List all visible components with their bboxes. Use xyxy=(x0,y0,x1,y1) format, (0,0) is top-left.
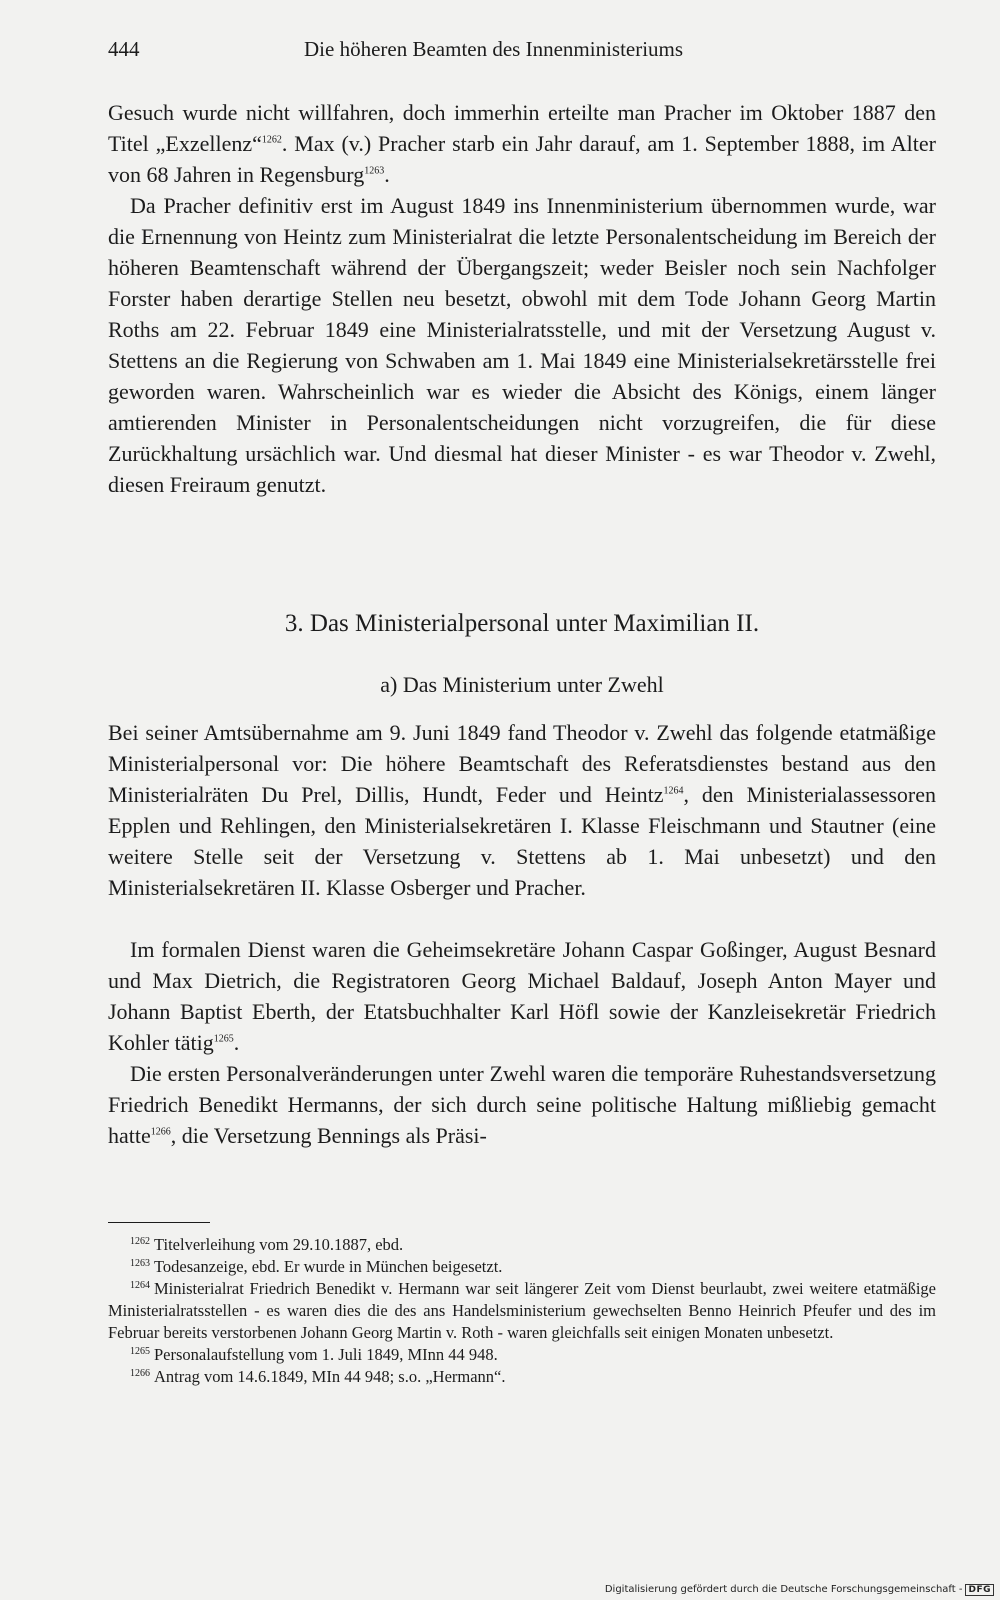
footnote-ref-1265[interactable]: 1265 xyxy=(213,1033,234,1045)
dfg-logo: DFG xyxy=(965,1584,994,1596)
subsection-heading: a) Das Ministerium unter Zwehl xyxy=(380,672,664,697)
paragraph-5: Die ersten Personalveränderungen unter Zwehl waren die temporäre Ruhestandsversetzung Friedrich Benedikt Hermanns, der sich durch seine politische Haltung mißliebig gemacht hatte$^{1266}$, die Versetzung Bennings als Präsi- xyxy=(108,1061,936,1148)
running-title: Die höheren Beamten des Innenministeriums xyxy=(304,37,684,61)
footnote-1263: $^{1263}$ Todesanzeige, ebd. Er wurde in München beigesetzt. xyxy=(130,1257,503,1276)
footnote-ref-1266[interactable]: 1266 xyxy=(150,1126,171,1138)
footnote-1265: $^{1265}$ Personalaufstellung vom 1. Juli 1849, MInn 44 948. xyxy=(130,1345,498,1364)
paragraph-2: Da Pracher definitiv erst im August 1849 ins Innenministerium übernommen wurde, war die Ernennung von Heintz zum Ministerialrat die letzte Personalentscheidung im Bereich der höheren Beamtenschaft während der Übergangszeit; weder Beisler noch sein Nachfolger Forster haben derartige Stellen neu besetzt, obwohl mit dem Tode Johann Georg Martin Roths am 22. Februar 1849 eine Ministerialratsstelle, und mit der Versetzung August v. Stettens an die Regierung von Schwaben am 1. Mai 1849 eine Ministerialsekretärsstelle frei geworden waren. Wahrscheinlich war es wieder die Absicht des Königs, einem länger amtierenden Minister in Personalentscheidungen nicht vorzugreifen, die für diese Zurückhaltung ursächlich war. Und diesmal hat dieser Minister - es war Theodor v. Zwehl, diesen Freiraum genutzt. xyxy=(108,193,936,497)
digitization-credit: Digitalisierung gefördert durch die Deutsche Forschungsgemeinschaft - DFG xyxy=(605,1584,994,1596)
footnote-divider xyxy=(108,1222,210,1223)
footnote-1266: $^{1266}$ Antrag vom 14.6.1849, MIn 44 948; s.o. „Hermann“. xyxy=(130,1367,506,1386)
section-heading: 3. Das Ministerialpersonal unter Maximilian II. xyxy=(284,610,760,637)
paragraph-1: Gesuch wurde nicht willfahren, doch immerhin erteilte man Pracher im Oktober 1887 den Titel „Exzellenz“$^{1262}$. Max (v.) Pracher starb ein Jahr darauf, am 1. September 1888, im Alter von 68 Jahren in Regensburg$^{1263}$. xyxy=(108,100,936,187)
paragraph-3: Bei seiner Amtsübernahme am 9. Juni 1849 fand Theodor v. Zwehl das folgende etatmäßige Ministerialpersonal vor: Die höhere Beamtschaft des Referatsdienstes bestand aus den Ministerialräten Du Prel, Dillis, Hundt, Feder und Heintz$^{1264}$, den Ministerialassessoren Epplen und Rehlingen, den Ministerialsekretären I. Klasse Fleischmann und Stautner (eine weitere Stelle seit der Versetzung v. Stettens ab 1. Mai unbesetzt) und den Ministerialsekretären II. Klasse Osberger und Pracher. xyxy=(108,720,936,900)
page-number: 444 xyxy=(108,37,140,61)
footnote-ref-1264[interactable]: 1264 xyxy=(663,785,684,797)
paragraph-4: Im formalen Dienst waren die Geheimsekretäre Johann Caspar Goßinger, August Besnard und Max Dietrich, die Registratoren Georg Michael Baldauf, Joseph Anton Mayer und Johann Baptist Eberth, der Etatsbuchhalter Karl Höfl sowie der Kanzleisekretär Friedrich Kohler tätig$^{1265}$. xyxy=(108,937,936,1055)
footnote-1264: $^{1264}$ Ministerialrat Friedrich Benedikt v. Hermann war seit längerer Zeit vom Dienst beurlaubt, zwei weitere etatmäßige Ministerialratsstellen - es waren dies die des ans Handelsministerium gewechselten Benno Heinrich Pfeufer und des im Februar bereits verstorbenen Johann Georg Martin v. Roth - waren gleichfalls seit einigen Monaten unbesetzt. xyxy=(108,1279,936,1342)
footnote-ref-1263[interactable]: 1263 xyxy=(364,165,385,177)
footnotes xyxy=(108,1234,936,1388)
footnote-1262: $^{1262}$ Titelverleihung vom 29.10.1887, ebd. xyxy=(130,1235,404,1254)
footnote-ref-1262[interactable]: 1262 xyxy=(261,134,282,146)
